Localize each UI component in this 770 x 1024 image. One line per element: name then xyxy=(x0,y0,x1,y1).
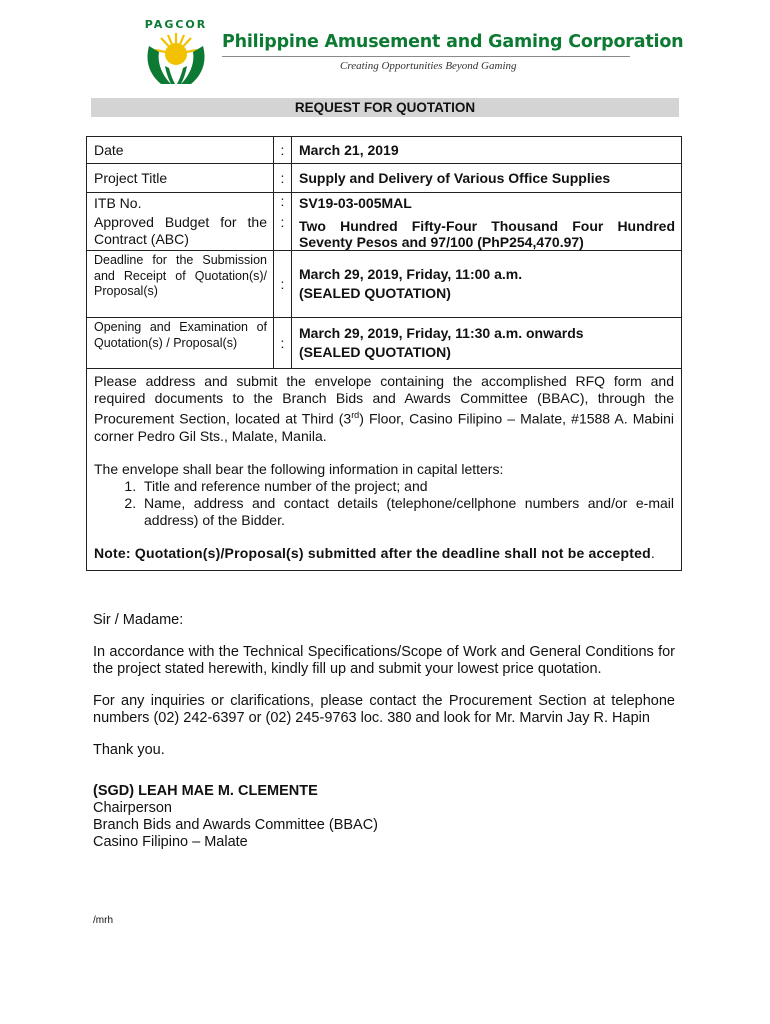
opening-value: March 29, 2019, Friday, 11:30 a.m. onwards (SEALED QUOTATION) xyxy=(291,318,681,368)
envelope-requirements-list xyxy=(94,478,674,529)
colon: : xyxy=(273,137,291,163)
abc-row xyxy=(87,213,681,251)
closing: Thank you. xyxy=(93,742,165,758)
list-item: 2. Name, address and contact details (telephone/cellphone numbers and/or e-mail address) of the Bidder. xyxy=(140,495,674,529)
deadline-row xyxy=(87,251,681,318)
deadline-label: Deadline for the Submission and Receipt of Quotation(s)/ Proposal(s) xyxy=(94,253,267,298)
itb-no-label: ITB No. xyxy=(94,195,142,211)
signature-block xyxy=(93,783,675,851)
deadline-note: Note: Quotation(s)/Proposal(s) submitted after the deadline shall not be accepted. xyxy=(94,544,655,561)
opening-row xyxy=(87,318,681,369)
submission-instructions xyxy=(87,369,681,570)
date-row xyxy=(87,137,681,164)
organization-name: Philippine Amusement and Gaming Corporation xyxy=(222,32,684,52)
date-value: March 21, 2019 xyxy=(291,137,681,163)
svg-text:PAGCOR: PAGCOR xyxy=(144,18,208,31)
envelope-paragraph: The envelope shall bear the following information in capital letters: xyxy=(94,460,504,477)
abc-label: Approved Budget for the Contract (ABC) xyxy=(94,214,267,247)
request-paragraph: In accordance with the Technical Specifications/Scope of Work and General Conditions for the project stated herewith, kindly fill up and submit your lowest price quotation. xyxy=(93,644,675,677)
signatory-position: Chairperson xyxy=(93,800,172,816)
signatory-office: Casino Filipino – Malate xyxy=(93,834,248,850)
sun-icon xyxy=(155,33,197,65)
list-item: 1. Title and reference number of the project; and xyxy=(140,478,674,495)
project-title-value: Supply and Delivery of Various Office Supplies xyxy=(291,164,681,192)
address-paragraph: Please address and submit the envelope containing the accomplished RFQ form and required documents to the Branch Bids and Awards Committee (BBAC), through the Procurement Section, located at Third (3rd) Floor, Casino Filipino – Malate, #1588 A. Mabini corner Pedro Gil Sts., Malate, Manila. xyxy=(94,373,674,444)
document-title: REQUEST FOR QUOTATION xyxy=(91,98,679,117)
colon: : xyxy=(273,318,291,368)
abc-value: Two Hundred Fifty-Four Thousand Four Hundred Seventy Pesos and 97/100 (PhP254,470.97) xyxy=(291,193,681,250)
rfq-details-table xyxy=(86,136,682,571)
project-title-row xyxy=(87,164,681,193)
signatory-name: (SGD) LEAH MAE M. CLEMENTE xyxy=(93,783,318,799)
typist-initials: /mrh xyxy=(93,915,113,926)
header-rule xyxy=(222,56,630,57)
colon: : xyxy=(273,193,291,213)
opening-label: Opening and Examination of Quotation(s) / Proposal(s) xyxy=(94,320,267,350)
signatory-committee: Branch Bids and Awards Committee (BBAC) xyxy=(93,817,379,833)
colon: : xyxy=(273,251,291,317)
colon: : xyxy=(273,164,291,192)
organization-tagline: Creating Opportunities Beyond Gaming xyxy=(340,60,517,72)
contact-paragraph: For any inquiries or clarifications, please contact the Procurement Section at telephone numbers (02) 242-6397 or (02) 245-9763 loc. 380 and look for Mr. Marvin Jay R. Hapin xyxy=(93,693,675,726)
salutation: Sir / Madame: xyxy=(93,612,184,628)
date-label: Date xyxy=(94,142,124,158)
pagcor-logo xyxy=(135,16,217,90)
project-title-label: Project Title xyxy=(94,170,168,186)
letter-body xyxy=(93,612,675,851)
deadline-value: March 29, 2019, Friday, 11:00 a.m. (SEALED QUOTATION) xyxy=(291,251,681,317)
colon: : xyxy=(273,193,291,250)
itb-no-value: SV19-03-005MAL xyxy=(291,193,681,213)
